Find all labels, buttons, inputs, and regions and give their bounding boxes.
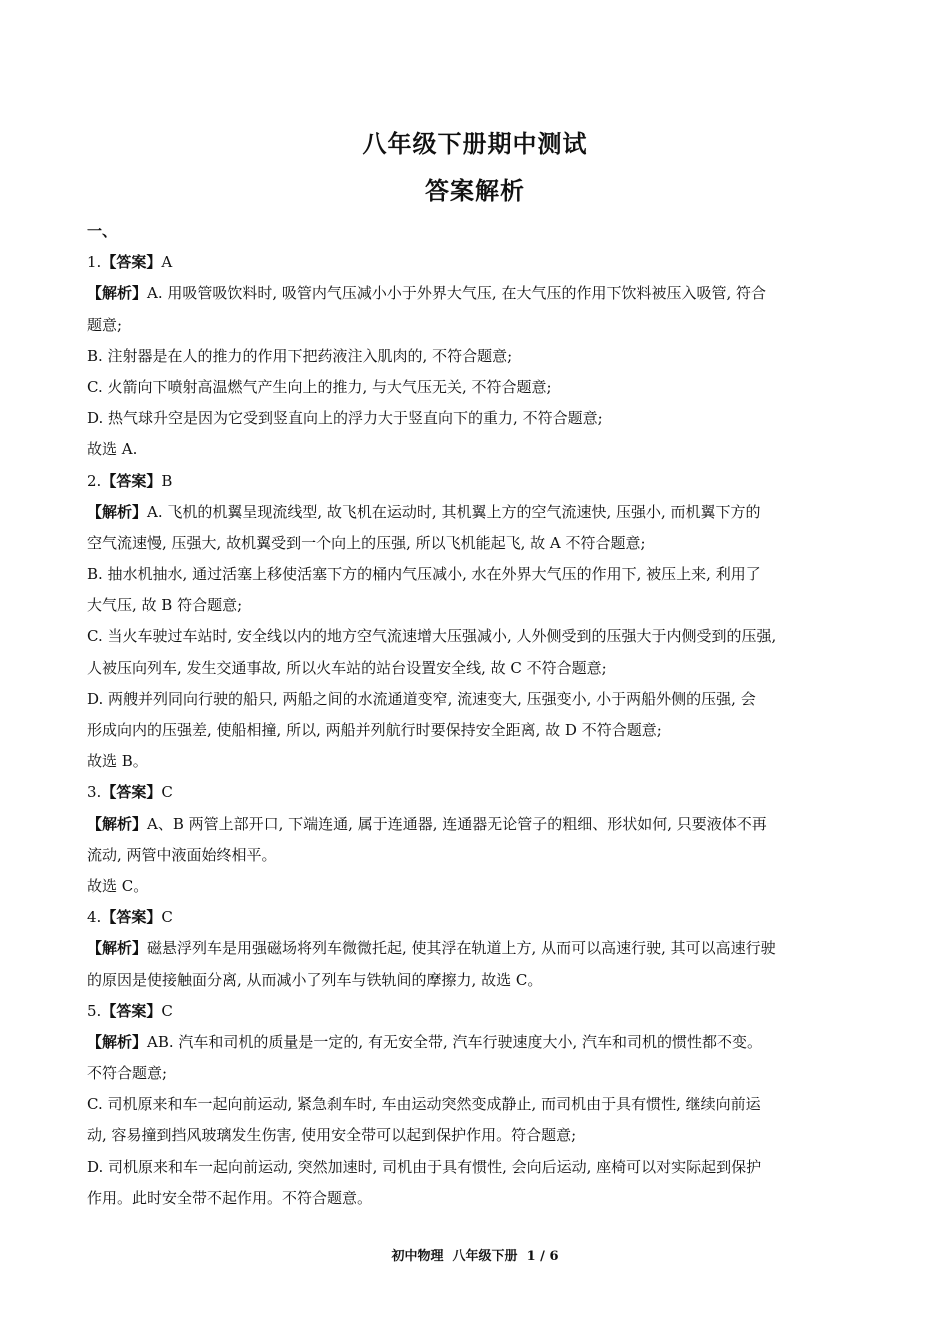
text-line: 人被压向列车, 发生交通事故, 所以火车站的站台设置安全线, 故 C 不符合题意; (87, 658, 607, 677)
text-line: 不符合题意; (87, 1064, 168, 1083)
answer-line (87, 902, 839, 933)
text-line: 故选 A. (87, 440, 138, 459)
text-line: D. 热气球升空是因为它受到竖直向上的浮力大于竖直向下的重力, 不符合题意; (87, 409, 603, 428)
answer-line (87, 466, 839, 497)
document-subtitle: 答案解析 (425, 177, 525, 205)
analysis-line (87, 809, 839, 840)
question-number: 1. (87, 253, 102, 272)
text-line: 形成向内的压强差, 使船相撞, 所以, 两船并列航行时要保持安全距离, 故 D 不符合题意; (87, 721, 662, 739)
answer-tag: 【答案】 (101, 1001, 162, 1020)
analysis-text: AB. 汽车和司机的质量是一定的, 有无安全带, 汽车行驶速度大小, 汽车和司机的惯性都不变。 (147, 1032, 763, 1051)
answer-value: A (161, 253, 173, 272)
answer-tag: 【答案】 (101, 471, 162, 490)
text-line: D. 司机原来和车一起向前运动, 突然加速时, 司机由于具有惯性, 会向后运动, 座椅可以对实际起到保护 (87, 1157, 762, 1176)
analysis-tag: 【解析】 (87, 284, 148, 303)
answer-line (87, 247, 839, 278)
text-line: 的原因是使接触面分离, 从而减小了列车与铁轨间的摩擦力, 故选 C。 (87, 970, 543, 989)
text-line: 作用。此时安全带不起作用。不符合题意。 (87, 1188, 373, 1207)
answer-line (87, 996, 839, 1027)
page-footer: 初中物理 八年级下册 1 / 6 (391, 1249, 559, 1264)
analysis-text: A. 飞机的机翼呈现流线型, 故飞机在运动时, 其机翼上方的空气流速快, 压强小, 而机翼下方的 (147, 502, 761, 521)
answer-tag: 【答案】 (101, 783, 162, 802)
text-line: 故选 C。 (87, 876, 149, 895)
question-number: 4. (87, 908, 102, 927)
text-line: 流动, 两管中液面始终相平。 (87, 845, 277, 864)
text-line: D. 两艘并列同向行驶的船只, 两船之间的水流通道变窄, 流速变大, 压强变小, 小于两船外侧的压强, 会 (87, 689, 756, 708)
document-title: 八年级下册期中测试 (362, 130, 588, 158)
answer-content (87, 216, 839, 1214)
analysis-line (87, 933, 839, 964)
question-number: 5. (87, 1001, 102, 1020)
analysis-text: A、B 两管上部开口, 下端连通, 属于连通器, 连通器无论管子的粗细、形状如何, 只要液体不再 (147, 814, 767, 833)
analysis-text: A. 用吸管吸饮料时, 吸管内气压减小小于外界大气压, 在大气压的作用下饮料被压入吸管, 符合 (147, 284, 766, 303)
text-line: B. 抽水机抽水, 通过活塞上移使活塞下方的桶内气压减小, 水在外界大气压的作用下, 被压上来, 利用了 (87, 565, 761, 584)
analysis-tag: 【解析】 (87, 939, 148, 958)
text-line: 动, 容易撞到挡风玻璃发生伤害, 使用安全带可以起到保护作用。符合题意; (87, 1126, 577, 1145)
question-number: 3. (87, 783, 102, 802)
analysis-tag: 【解析】 (87, 1032, 148, 1051)
answer-value: B (161, 471, 173, 490)
answer-tag: 【答案】 (101, 253, 162, 272)
text-line: 空气流速慢, 压强大, 故机翼受到一个向上的压强, 所以飞机能起飞, 故 A 不符合题意; (87, 533, 646, 552)
answer-value: C (161, 783, 173, 802)
analysis-tag: 【解析】 (87, 814, 148, 833)
analysis-text: 磁悬浮列车是用强磁场将列车微微托起, 使其浮在轨道上方, 从而可以高速行驶, 其可以高速行驶 (147, 939, 776, 958)
text-line: B. 注射器是在人的推力的作用下把药液注入肌肉的, 不符合题意; (87, 346, 513, 365)
text-line: 故选 B。 (87, 752, 148, 771)
text-line: C. 司机原来和车一起向前运动, 紧急刹车时, 车由运动突然变成静止, 而司机由于具有惯性, 继续向前运 (87, 1095, 761, 1114)
text-line: C. 当火车驶过车站时, 安全线以内的地方空气流速增大压强减小, 人外侧受到的压强大于内侧受到的压强, (87, 627, 777, 646)
analysis-tag: 【解析】 (87, 502, 148, 521)
analysis-line (87, 1027, 839, 1058)
question-number: 2. (87, 471, 102, 490)
text-line: 大气压, 故 B 符合题意; (87, 596, 243, 615)
analysis-line (87, 497, 839, 528)
text-line: 题意; (87, 315, 123, 334)
answer-value: C (161, 908, 173, 927)
section-heading: 一、 (87, 222, 118, 240)
answer-value: C (161, 1001, 173, 1020)
analysis-line (87, 278, 839, 309)
answer-tag: 【答案】 (101, 908, 162, 927)
text-line: C. 火箭向下喷射高温燃气产生向上的推力, 与大气压无关, 不符合题意; (87, 377, 552, 396)
answer-line (87, 777, 839, 808)
